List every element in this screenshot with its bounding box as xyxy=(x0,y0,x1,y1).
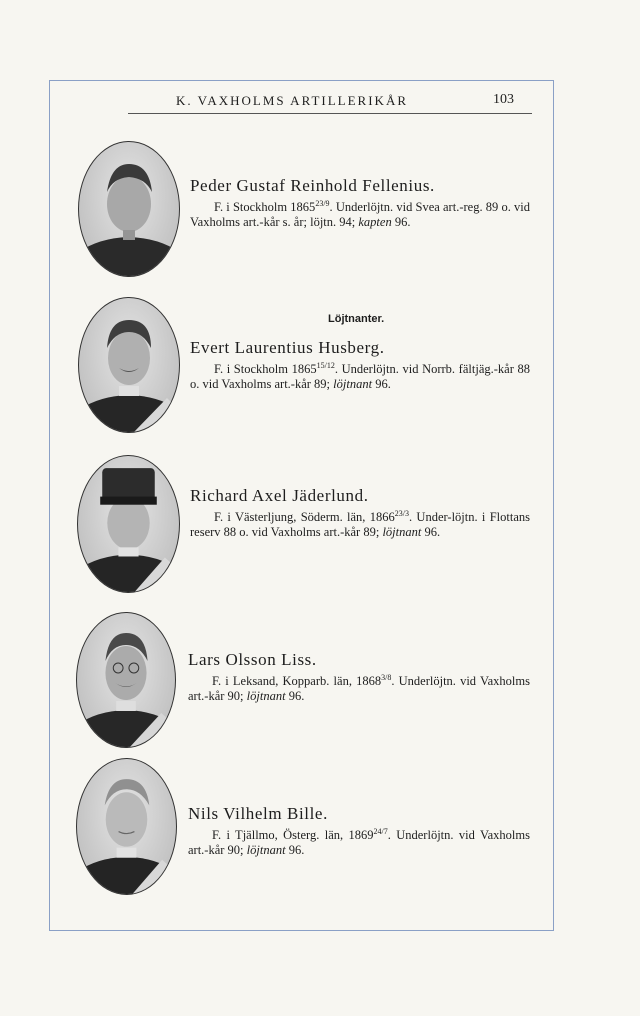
entry-name: Peder Gustaf Reinhold Fellenius. xyxy=(190,176,435,195)
entry-bio: F. i Västerljung, Söderm. län, $1866^{23/3}$. Under-löjtn. i Flottans reserv 88 o. vid Vaxholms art.-kår 89; löjtnant 96. xyxy=(190,509,530,540)
portrait-jaderlund xyxy=(77,455,180,593)
entry-name: Lars Olsson Liss. xyxy=(188,650,317,669)
entry-name: Evert Laurentius Husberg. xyxy=(190,338,385,357)
page-number: 103 xyxy=(493,92,514,107)
entry-bio: F. i Leksand, Kopparb. län, $1868^{3/8}$. Underlöjtn. vid Vaxholms art.-kår 90; löjtnant 96. xyxy=(188,673,530,704)
portrait-bille xyxy=(76,758,177,895)
entry-liss xyxy=(188,650,530,704)
header-title: K. VAXHOLMS ARTILLERIKÅR xyxy=(176,93,408,108)
entry-fellenius xyxy=(190,176,530,230)
entry-bio: F. i Stockholm $1865^{15/12}$. Underlöjtn. vid Norrb. fältjäg.-kår 88 o. vid Vaxholms art.-kår 89; löjtnant 96. xyxy=(190,361,530,392)
entry-jaderlund xyxy=(190,486,530,540)
entry-bille xyxy=(188,804,530,858)
entry-name: Richard Axel Jäderlund. xyxy=(190,486,369,505)
portrait-husberg xyxy=(78,297,180,433)
entry-bio: F. i Tjällmo, Österg. län, $1869^{24/7}$. Underlöjtn. vid Vaxholms art.-kår 90; löjtnant 96. xyxy=(188,827,530,858)
running-header xyxy=(128,93,532,114)
entry-bio: F. i Stockholm $1865^{23/9}$. Underlöjtn. vid Svea art.-reg. 89 o. vid Vaxholms art.-kår s. år; löjtn. 94; kapten 96. xyxy=(190,199,530,230)
portrait-liss xyxy=(76,612,176,748)
portrait-fellenius xyxy=(78,141,180,277)
entry-husberg xyxy=(190,338,530,392)
section-heading: Löjtnanter. xyxy=(328,313,385,325)
entry-name: Nils Vilhelm Bille. xyxy=(188,804,328,823)
